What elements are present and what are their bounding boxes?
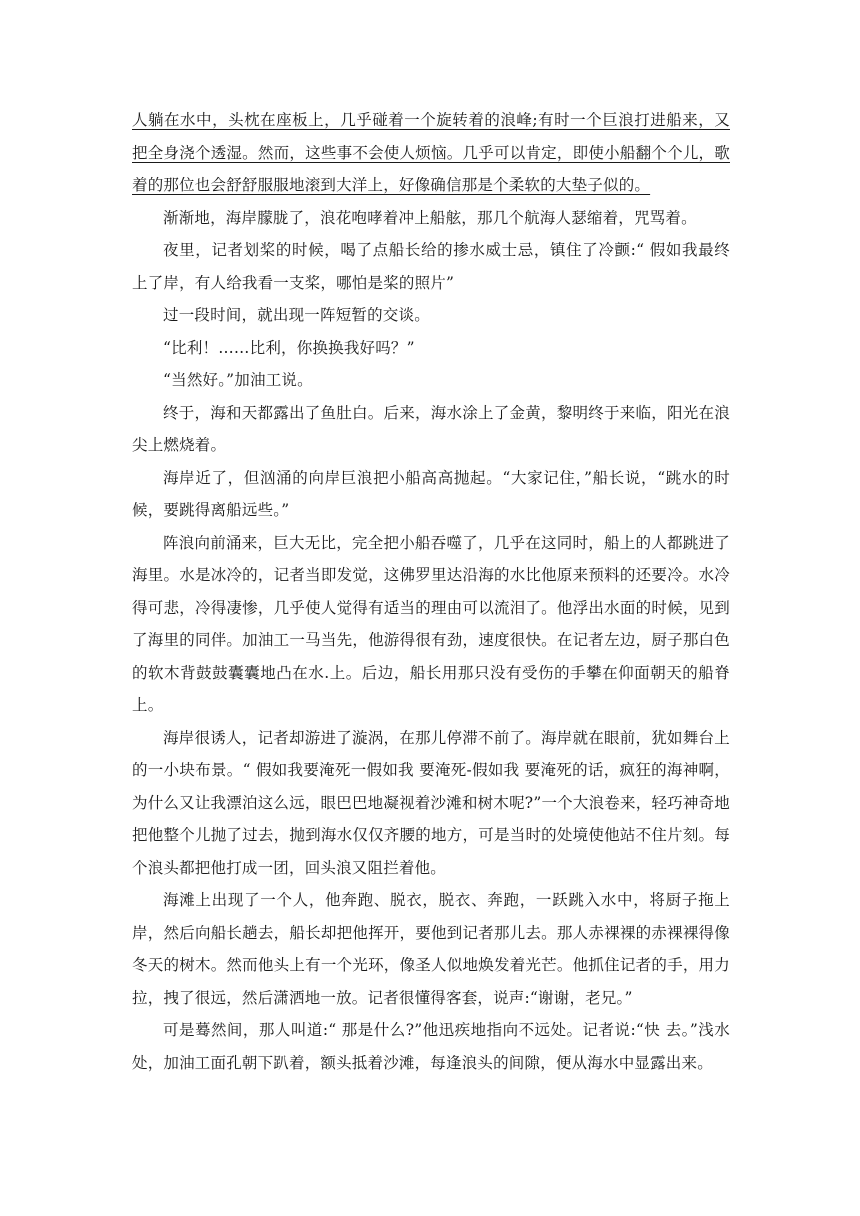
paragraph: 渐渐地，海岸朦胧了，浪花咆哮着冲上船舷，那几个航海人瑟缩着，咒骂着。 xyxy=(163,208,697,227)
paragraph: “比利！……比利，你换换我好吗？” xyxy=(163,338,415,357)
paragraph: 海岸很诱人，记者却游进了漩涡，在那儿停滞不前了。海岸就在眼前，犹如舞台上的一小块布景。“ 假如我要淹死一假如我 要淹死-假如我 要淹死的话，疯狂的海神啊，为什么又让我漂泊这么远，眼巴巴地凝视着沙滩和树木呢?”一个大浪卷来，轻巧神奇地把他整个儿抛了过去，抛到海水仅仅齐腰的地方，可是当时的处境使他站不住片刻。每个浪头都把他打成一团，回头浪又阻拦着他。 xyxy=(132,728,730,877)
paragraph: 过一段时间，就出现一阵短暂的交谈。 xyxy=(163,306,430,324)
document-page xyxy=(132,104,730,1079)
paragraph: 可是蓦然间，那人叫道:“ 那是什么?”他迅疾地指向不远处。记者说:“快 去。”浅水处，加油工面孔朝下趴着，额头抵着沙滩，每逢浪头的间隙，便从海水中显露出来。 xyxy=(132,1021,730,1072)
paragraph: 终于，海和天都露出了鱼肚白。后来，海水涂上了金黄，黎明终于来临，阳光在浪尖上燃烧着。 xyxy=(132,403,730,454)
paragraph: 夜里，记者划桨的时候，喝了点船长给的掺水威士忌，镇住了冷颤:“ 假如我最终上了岸，有人给我看一支桨，哪怕是桨的照片” xyxy=(132,241,730,292)
paragraph: 海岸近了，但汹涌的向岸巨浪把小船高高抛起。“大家记住，”船长说，“跳水的时候，要跳得离船远些。” xyxy=(132,468,730,519)
paragraph-underlined: 人躺在水中，头枕在座板上，几乎碰着一个旋转着的浪峰;有时一个巨浪打进船来，又把全身浇个透湿。然而，这些事不会使人烦恼。几乎可以肯定，即使小船翻个个儿，歌着的那位也会舒舒服服地滚到大洋上，好像确信那是个柔软的大垫子似的。 xyxy=(132,111,730,194)
paragraph: 阵浪向前涌来，巨大无比，完全把小船吞噬了，几乎在这同时，船上的人都跳进了海里。水是冰冷的，记者当即发觉，这佛罗里达沿海的水比他原来预料的还要冷。水冷得可悲，冷得凄惨，几乎使人觉得有适当的理由可以流泪了。他浮出水面的时候，见到了海里的同伴。加油工一马当先，他游得很有劲，速度很快。在记者左边，厨子那白色的软木背鼓鼓囊囊地凸在水.上。后边，船长用那只没有受伤的手攀在仰面朝天的船脊上。 xyxy=(132,533,730,714)
paragraph: 海滩上出现了一个人，他奔跑、脱衣，脱衣、奔跑，一跃跳入水中，将厨子拖上岸，然后向船长趟去，船长却把他挥开，要他到记者那儿去。那人赤裸裸的赤裸裸得像冬天的树木。然而他头上有一个光环，像圣人似地焕发着光芒。他抓住记者的手，用力拉，拽了很远，然后潇洒地一放。记者很懂得客套，说声:“谢谢，老兄。” xyxy=(132,891,730,1007)
paragraph: “当然好。”加油工说。 xyxy=(163,371,313,389)
